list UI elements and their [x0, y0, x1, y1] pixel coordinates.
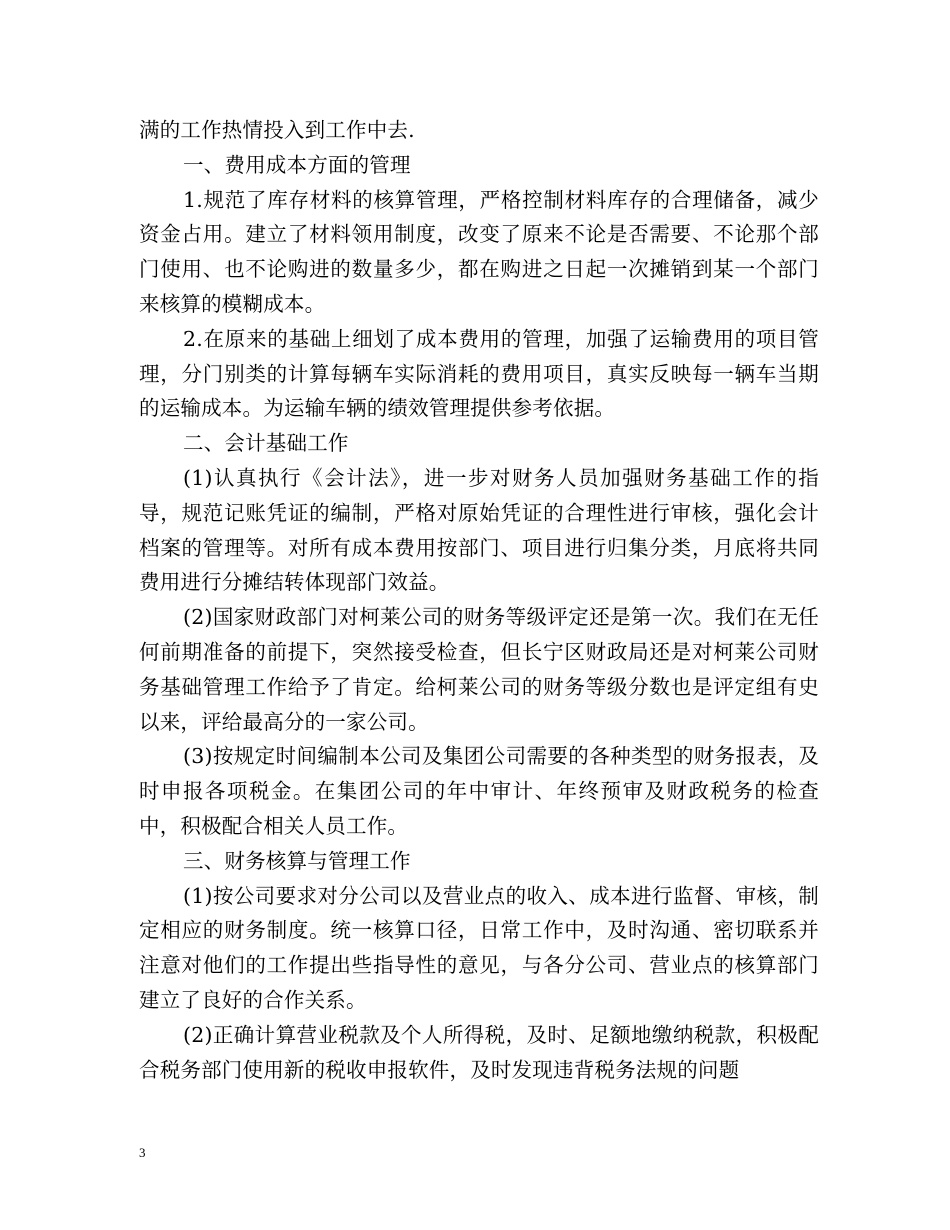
paragraph-financial-rating: (2)国家财政部门对柯莱公司的财务等级评定还是第一次。我们在无任何前期准备的前提下，突然接受检查，但长宁区财政局还是对柯莱公司财务基础管理工作给予了肯定。给柯莱公司的财务等级分数也是评定组有史以来，评给最高分的一家公司。 [139, 605, 819, 734]
paragraph-accounting-law: (1)认真执行《会计法》，进一步对财务人员加强财务基础工作的指导，规范记账凭证的编制，严格对原始凭证的合理性进行审核，强化会计档案的管理等。对所有成本费用按部门、项目进行归集分类，月底将共同费用进行分摊结转体现部门效益。 [139, 465, 819, 595]
section-heading-cost-management: 一、费用成本方面的管理 [183, 152, 411, 177]
paragraph-continuation: 满的工作热情投入到工作中去. [139, 118, 415, 142]
section-heading-accounting-basics: 二、会计基础工作 [183, 431, 349, 456]
paragraph-inventory-accounting: 1.规范了库存材料的核算管理，严格控制材料库存的合理储备，减少资金占用。建立了材料领用制度，改变了原来不论是否需要、不论那个部门使用、也不论购进的数量多少，都在购进之日起一次摊销到某一个部门来核算的模糊成本。 [139, 187, 819, 316]
paragraph-branch-supervision: (1)按公司要求对分公司以及营业点的收入、成本进行监督、审核，制定相应的财务制度。统一核算口径，日常工作中，及时沟通、密切联系并注意对他们的工作提出些指导性的意见，与各分公司、营业点的核算部门建立了良好的合作关系。 [139, 883, 819, 1012]
paragraph-financial-reports: (3)按规定时间编制本公司及集团公司需要的各种类型的财务报表，及时申报各项税金。在集团公司的年中审计、年终预审及财政税务的检查中，积极配合相关人员工作。 [139, 744, 819, 838]
paragraph-tax-payment: (2)正确计算营业税款及个人所得税，及时、足额地缴纳税款，积极配合税务部门使用新的税收申报软件，及时发现违背税务法规的问题 [139, 1022, 819, 1082]
page-number: 3 [139, 1145, 146, 1160]
section-heading-financial-accounting: 三、财务核算与管理工作 [183, 848, 411, 873]
document-body [139, 113, 819, 1087]
paragraph-transport-cost: 2.在原来的基础上细划了成本费用的管理，加强了运输费用的项目管理，分门别类的计算每辆车实际消耗的费用项目，真实反映每一辆车当期的运输成本。为运输车辆的绩效管理提供参考依据。 [139, 326, 819, 421]
